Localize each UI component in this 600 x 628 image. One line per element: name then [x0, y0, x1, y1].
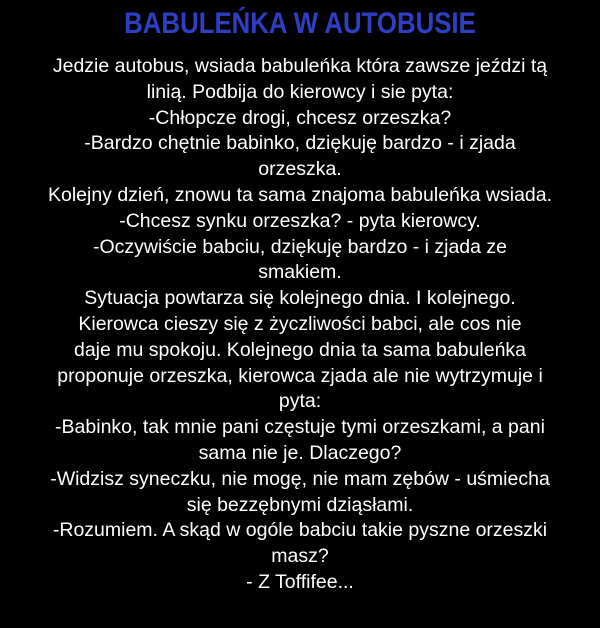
text-line: -Oczywiście babciu, dziękuję bardzo - i zjada ze — [92, 235, 507, 258]
text-line: sama nie je. Dlaczego? — [198, 441, 402, 464]
text-line: - Z Toffifee... — [246, 570, 354, 593]
text-line: Kierowca cieszy się z życzliwości babci, ale cos nie — [78, 312, 522, 335]
text-line: orzeszka. — [258, 158, 342, 181]
text-line: Sytuacja powtarza się kolejnego dnia. I kolejnego. — [84, 287, 516, 310]
text-line: -Widzisz syneczku, nie mogę, nie mam zębów - uśmiecha — [50, 467, 550, 490]
text-line: -Bardzo chętnie babinko, dziękuję bardzo - i zjada — [84, 132, 516, 155]
joke-title: BABULEŃKA W AUTOBUSIE — [124, 7, 476, 40]
text-line: Jedzie autobus, wsiada babuleńka która zawsze jeździ tą — [52, 55, 548, 77]
text-line: pyta: — [278, 390, 322, 413]
text-line: się bezzębnymi dziąsłami. — [186, 493, 414, 516]
text-line: linią. Podbija do kierowcy i sie pyta: — [146, 80, 454, 103]
text-line: Kolejny dzień, znowu ta sama znajoma babuleńka wsiada. — [47, 183, 553, 206]
text-line: proponuje orzeszka, kierowca zjada ale nie wytrzymuje i — [57, 364, 543, 387]
text-line: daje mu spokoju. Kolejnego dnia ta sama babuleńka — [73, 338, 527, 361]
text-line: -Babinko, tak mnie pani częstuje tymi orzeszkami, a pani — [55, 416, 545, 439]
text-line: smakiem. — [258, 261, 342, 284]
text-line: -Chłopcze drogi, chcesz orzeszka? — [148, 106, 452, 129]
joke-text — [8, 54, 592, 596]
text-line: -Rozumiem. A skąd w ogóle babciu takie pyszne orzeszki — [52, 519, 548, 542]
text-line: masz? — [271, 545, 329, 568]
text-line: -Chcesz synku orzeszka? - pyta kierowcy. — [119, 209, 481, 232]
